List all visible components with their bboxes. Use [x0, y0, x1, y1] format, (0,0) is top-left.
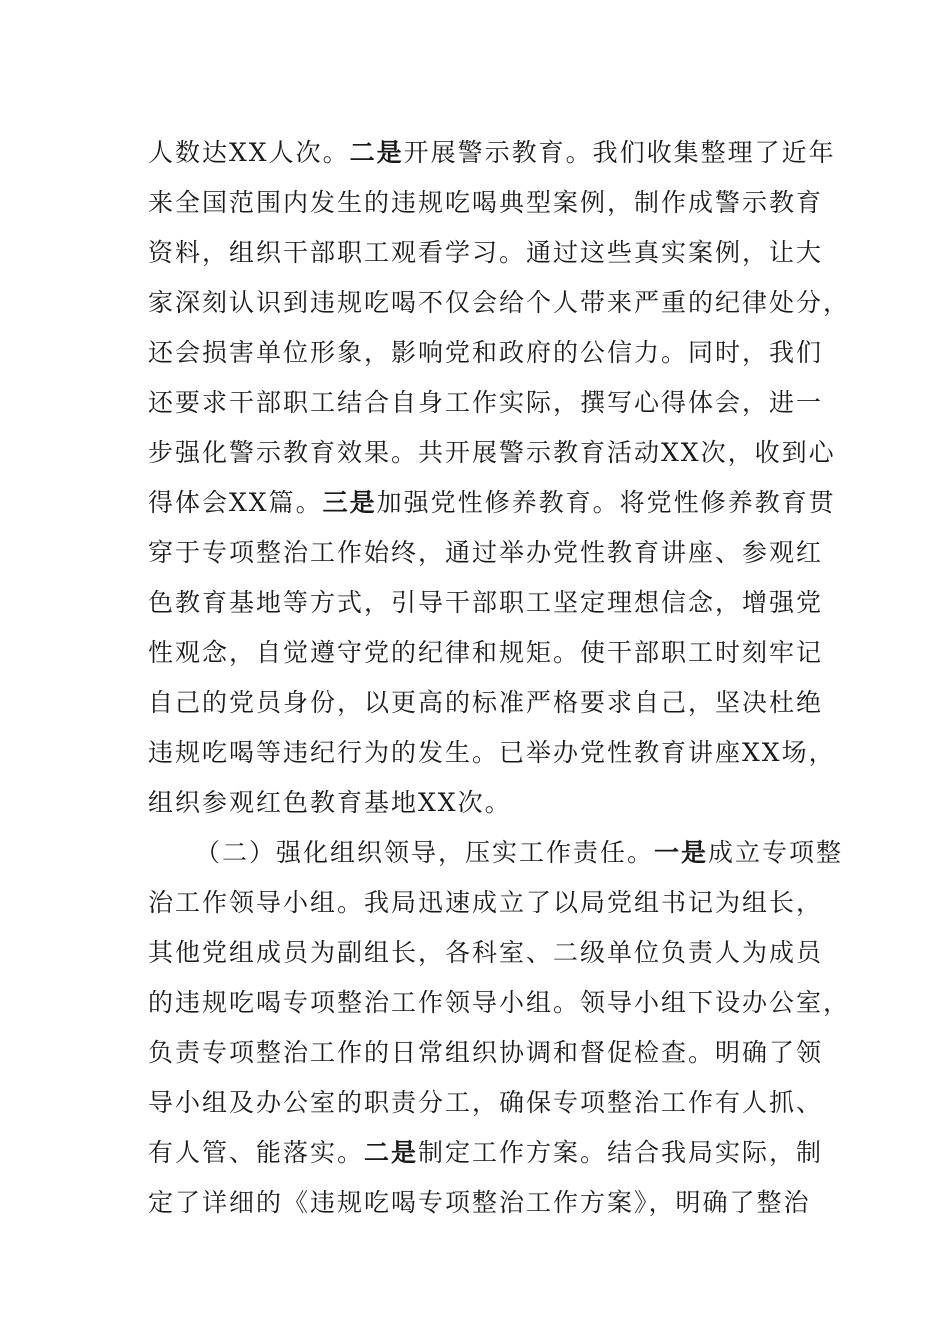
- text-line: [148, 1188, 811, 1218]
- text-run: 开展警示教育。我们收集整理了近年: [403, 138, 836, 167]
- text-run: 性观念，自觉遵守党的纪律和规矩。使干部职工时刻牢记: [148, 638, 824, 667]
- text-run: 色教育基地等方式，引导干部职工坚定理想信念，增强党: [148, 588, 824, 617]
- bold-run: 三是: [322, 488, 377, 517]
- text-run: 人数达XX人次。: [148, 138, 350, 167]
- text-line: [148, 438, 836, 468]
- text-run: 的违规吃喝专项整治工作领导小组。领导小组下设办公室，: [148, 988, 851, 1017]
- text-line: [148, 488, 836, 518]
- text-line: [148, 988, 850, 1018]
- bold-run: 二是: [364, 1138, 419, 1167]
- text-run: 制定工作方案。结合我局实际，制: [418, 1138, 824, 1167]
- text-run: 组织参观红色教育基地XX次。: [148, 788, 512, 817]
- text-run: 负责专项整治工作的日常组织协调和督促检查。明确了领: [148, 1038, 824, 1067]
- bold-run: 二是: [349, 138, 404, 167]
- text-run: 穿于专项整治工作始终，通过举办党性教育讲座、参观红: [148, 538, 824, 567]
- paragraph-heading-line: [195, 838, 843, 868]
- text-run: 家深刻认识到违规吃喝不仅会给个人带来严重的纪律处分，: [148, 288, 851, 317]
- text-line: [148, 1088, 823, 1118]
- text-line: [148, 638, 823, 668]
- text-run: 违规吃喝等违纪行为的发生。已举办党性教育讲座XX场，: [148, 738, 836, 767]
- text-run: 治工作领导小组。我局迅速成立了以局党组书记为组长，: [148, 888, 824, 917]
- text-line: [148, 588, 823, 618]
- text-line: [148, 338, 823, 368]
- text-line: [148, 388, 823, 418]
- text-line: [148, 1038, 823, 1068]
- bold-run: 一是: [654, 838, 709, 867]
- text-line: [148, 1138, 823, 1168]
- text-run: 资料，组织干部职工观看学习。通过这些真实案例，让大: [148, 238, 824, 267]
- text-line: [148, 888, 823, 918]
- text-line: [148, 238, 823, 268]
- text-line: [148, 738, 836, 768]
- text-line: [148, 938, 823, 968]
- text-run: 加强党性修养教育。将党性修养教育贯: [376, 488, 836, 517]
- section-heading: （二）强化组织领导，压实工作责任。: [195, 838, 655, 867]
- text-run: 还要求干部职工结合自身工作实际，撰写心得体会，进一: [148, 388, 824, 417]
- text-line: [148, 138, 836, 168]
- text-run: 自己的党员身份，以更高的标准严格要求自己，坚决杜绝: [148, 688, 824, 717]
- text-run: 有人管、能落实。: [148, 1138, 365, 1167]
- text-run: 成立专项整: [708, 838, 844, 867]
- text-line: [148, 188, 823, 218]
- text-run: 来全国范围内发生的违规吃喝典型案例，制作成警示教育: [148, 188, 824, 217]
- text-run: 步强化警示教育效果。共开展警示教育活动XX次，收到心: [148, 438, 836, 467]
- text-line: [148, 538, 823, 568]
- text-run: 还会损害单位形象，影响党和政府的公信力。同时，我们: [148, 338, 824, 367]
- text-run: 导小组及办公室的职责分工，确保专项整治工作有人抓、: [148, 1088, 824, 1117]
- text-line: [148, 288, 850, 318]
- text-line: [148, 688, 823, 718]
- text-run: 得体会XX篇。: [148, 488, 323, 517]
- text-run: 其他党组成员为副组长，各科室、二级单位负责人为成员: [148, 938, 824, 967]
- text-line: [148, 788, 512, 818]
- text-run: 定了详细的《违规吃喝专项整治工作方案》，明确了整治: [148, 1188, 811, 1217]
